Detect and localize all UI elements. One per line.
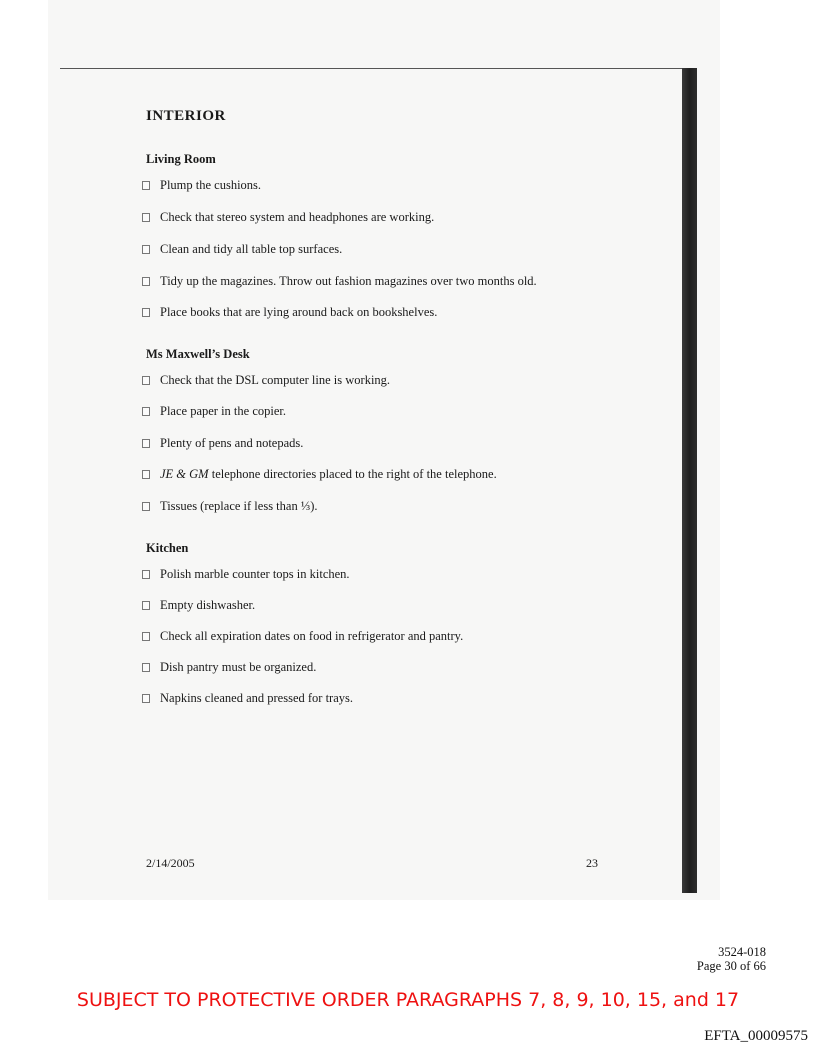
checkbox-icon[interactable]: [142, 601, 150, 610]
efta-identifier: EFTA_00009575: [704, 1028, 808, 1044]
checklist-item: Tidy up the magazines. Throw out fashion magazines over two months old.: [142, 274, 537, 289]
checkbox-icon[interactable]: [142, 663, 150, 672]
checklist-item: Empty dishwasher.: [142, 598, 255, 613]
footer-date: 2/14/2005: [146, 856, 195, 870]
checkbox-icon[interactable]: [142, 245, 150, 254]
checklist-item: Dish pantry must be organized.: [142, 660, 316, 675]
checkbox-icon[interactable]: [142, 277, 150, 286]
checklist-item: Check that the DSL computer line is working.: [142, 373, 390, 388]
checklist-item: JE & GM telephone directories placed to the right of the telephone.: [142, 467, 497, 482]
checkbox-icon[interactable]: [142, 308, 150, 317]
checklist-item: Check all expiration dates on food in refrigerator and pantry.: [142, 629, 463, 644]
italic-initials: JE & GM: [160, 467, 209, 481]
section-title-kitchen: Kitchen: [146, 541, 189, 555]
checkbox-icon[interactable]: [142, 181, 150, 190]
section-title-desk: Ms Maxwell’s Desk: [146, 347, 250, 361]
checkbox-icon[interactable]: [142, 439, 150, 448]
checklist-item: Clean and tidy all table top surfaces.: [142, 242, 342, 257]
bates-code: 3524-018: [718, 945, 766, 959]
checklist-item: Check that stereo system and headphones are working.: [142, 210, 434, 225]
bates-page-of: Page 30 of 66: [696, 959, 766, 973]
checkbox-icon[interactable]: [142, 376, 150, 385]
section-title-living-room: Living Room: [146, 152, 216, 166]
checkbox-icon[interactable]: [142, 570, 150, 579]
checklist-item: Place paper in the copier.: [142, 404, 286, 419]
checkbox-icon[interactable]: [142, 502, 150, 511]
checkbox-icon[interactable]: [142, 632, 150, 641]
checklist-item: Plenty of pens and notepads.: [142, 436, 303, 451]
checkbox-icon[interactable]: [142, 407, 150, 416]
page-heading: INTERIOR: [146, 108, 226, 124]
bates-reference: [697, 945, 766, 973]
protective-order-notice: SUBJECT TO PROTECTIVE ORDER PARAGRAPHS 7, 8, 9, 10, 15, and 17: [76, 989, 740, 1011]
checklist-item: Place books that are lying around back on bookshelves.: [142, 305, 437, 320]
checklist-item: Tissues (replace if less than ⅓).: [142, 499, 318, 514]
top-rule: [60, 68, 682, 69]
checkbox-icon[interactable]: [142, 694, 150, 703]
footer-page-number: 23: [586, 856, 598, 870]
checklist-item: Napkins cleaned and pressed for trays.: [142, 691, 353, 706]
checkbox-icon[interactable]: [142, 470, 150, 479]
checklist-item: Plump the cushions.: [142, 178, 261, 193]
scan-edge-bar: [682, 68, 697, 893]
checklist-item: Polish marble counter tops in kitchen.: [142, 567, 350, 582]
checkbox-icon[interactable]: [142, 213, 150, 222]
